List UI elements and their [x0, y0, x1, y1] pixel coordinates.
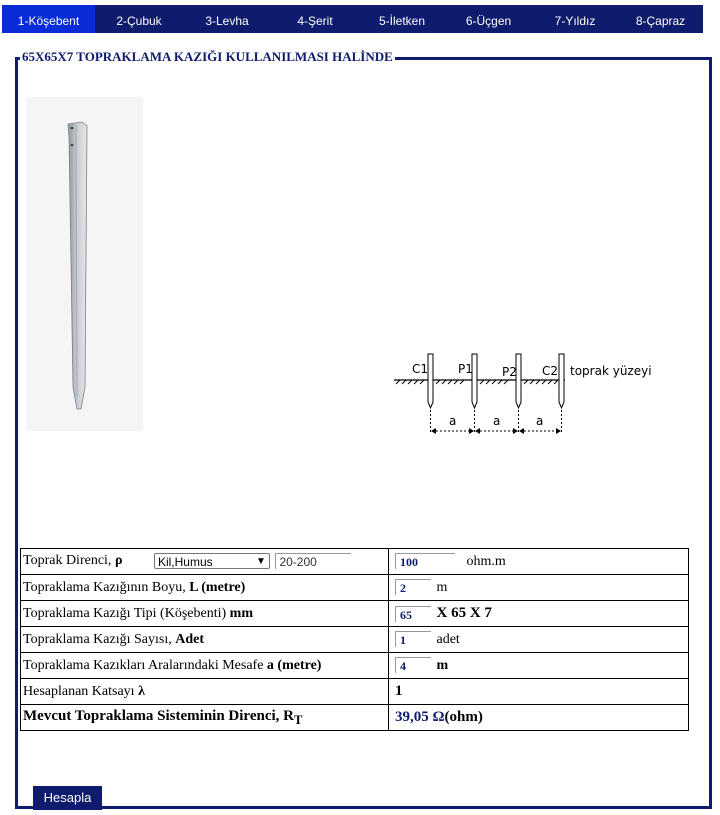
stake-count-label-cell	[21, 627, 389, 653]
resistivity-range-field[interactable]: 20-200	[275, 553, 351, 569]
grounding-stake-image	[26, 97, 143, 431]
table-row	[21, 679, 689, 705]
tab-bar	[2, 5, 703, 33]
stake-spacing-label-cell	[21, 653, 389, 679]
soil-resistance-label: Toprak Direnci,	[23, 553, 115, 569]
diagram-surface-label: toprak yüzeyi	[570, 364, 652, 378]
stake-type-unit: X 65 X 7	[436, 605, 492, 621]
table-row	[21, 705, 689, 731]
stake-length-label-bold: L (metre)	[189, 579, 246, 595]
diagram-spacing-label: a	[449, 414, 457, 428]
tab-yildiz[interactable]: 7-Yıldız	[554, 14, 596, 28]
coefficient-value-cell	[389, 679, 689, 705]
stake-type-label: Topraklama Kazığı Tipi (Köşebenti)	[23, 605, 230, 621]
calculate-button[interactable]: Hesapla	[33, 786, 102, 810]
stake-length-value-cell	[389, 575, 689, 601]
section-title: 65X65X7 TOPRAKLAMA KAZIĞI KULLANILMASI HALİNDE	[22, 49, 393, 64]
tab-kosebent[interactable]: 1-Köşebent	[2, 5, 95, 33]
stake-length-unit: m	[436, 579, 448, 595]
soil-resistance-input[interactable]: 100	[395, 553, 455, 569]
stake-type-label-cell	[21, 601, 389, 627]
stake-length-input[interactable]: 2	[395, 579, 431, 595]
stake-spacing-value-cell	[389, 653, 689, 679]
tab-ucgen[interactable]: 6-Üçgen	[465, 14, 512, 28]
diagram-label-c1: C1	[412, 362, 429, 376]
chevron-down-icon: ▼	[256, 556, 266, 568]
stake-length-label: Topraklama Kazığının Boyu,	[23, 579, 190, 595]
stake-spacing-label: Topraklama Kazıkları Aralarındaki Mesafe	[23, 657, 267, 673]
soil-type-select-value: Kil,Humus	[157, 555, 213, 570]
coefficient-label: Hesaplanan Katsayı	[23, 683, 139, 699]
system-resistance-subscript: T	[293, 712, 303, 727]
diagram-spacing-label: a	[536, 414, 544, 428]
soil-resistance-unit: ohm.m	[466, 553, 506, 569]
tab-cubuk[interactable]: 2-Çubuk	[116, 14, 162, 28]
coefficient-value: 1	[395, 683, 403, 699]
table-row	[21, 653, 689, 679]
parameters-table	[20, 548, 689, 731]
diagram-label-p2: P2	[502, 365, 517, 379]
stake-count-input[interactable]: 1	[395, 631, 431, 647]
measurement-diagram	[392, 352, 664, 438]
stake-count-label: Topraklama Kazığı Sayısı,	[23, 631, 176, 647]
system-resistance-label-cell	[21, 705, 389, 731]
stake-type-value-cell	[389, 601, 689, 627]
stake-spacing-unit: m	[436, 657, 449, 673]
diagram-label-p1: P1	[458, 362, 473, 376]
stake-count-unit: adet	[436, 631, 460, 647]
tab-capraz[interactable]: 8-Çapraz	[635, 14, 686, 28]
tab-levha[interactable]: 3-Levha	[205, 14, 249, 28]
system-resistance-value: 39,05 Ω	[395, 709, 445, 725]
soil-resistance-value-cell	[389, 549, 689, 575]
stake-count-value-cell	[389, 627, 689, 653]
stake-type-label-bold: mm	[229, 605, 253, 621]
diagram-spacing-label: a	[493, 414, 501, 428]
soil-type-select[interactable]	[154, 553, 270, 569]
table-row	[21, 627, 689, 653]
stake-type-input[interactable]: 65	[395, 606, 431, 622]
tab-iletken[interactable]: 5-İletken	[378, 14, 426, 28]
stake-count-label-bold: Adet	[175, 631, 204, 647]
stake-spacing-input[interactable]: 4	[395, 657, 431, 673]
table-row	[21, 549, 689, 575]
tab-serit[interactable]: 4-Şerit	[297, 14, 333, 28]
system-resistance-value-cell	[389, 705, 689, 731]
stake-length-label-cell	[21, 575, 389, 601]
system-resistance-label: Mevcut Topraklama Sisteminin Direnci, R	[23, 707, 294, 724]
table-row	[21, 575, 689, 601]
soil-resistance-label-cell	[21, 549, 389, 575]
rho-symbol: ρ	[114, 553, 123, 569]
stake-spacing-label-bold: a (metre)	[266, 657, 322, 673]
diagram-label-c2: C2	[542, 364, 559, 378]
system-resistance-unit: (ohm)	[444, 709, 483, 725]
lambda-symbol: λ	[138, 683, 145, 699]
table-row	[21, 601, 689, 627]
coefficient-label-cell	[21, 679, 389, 705]
